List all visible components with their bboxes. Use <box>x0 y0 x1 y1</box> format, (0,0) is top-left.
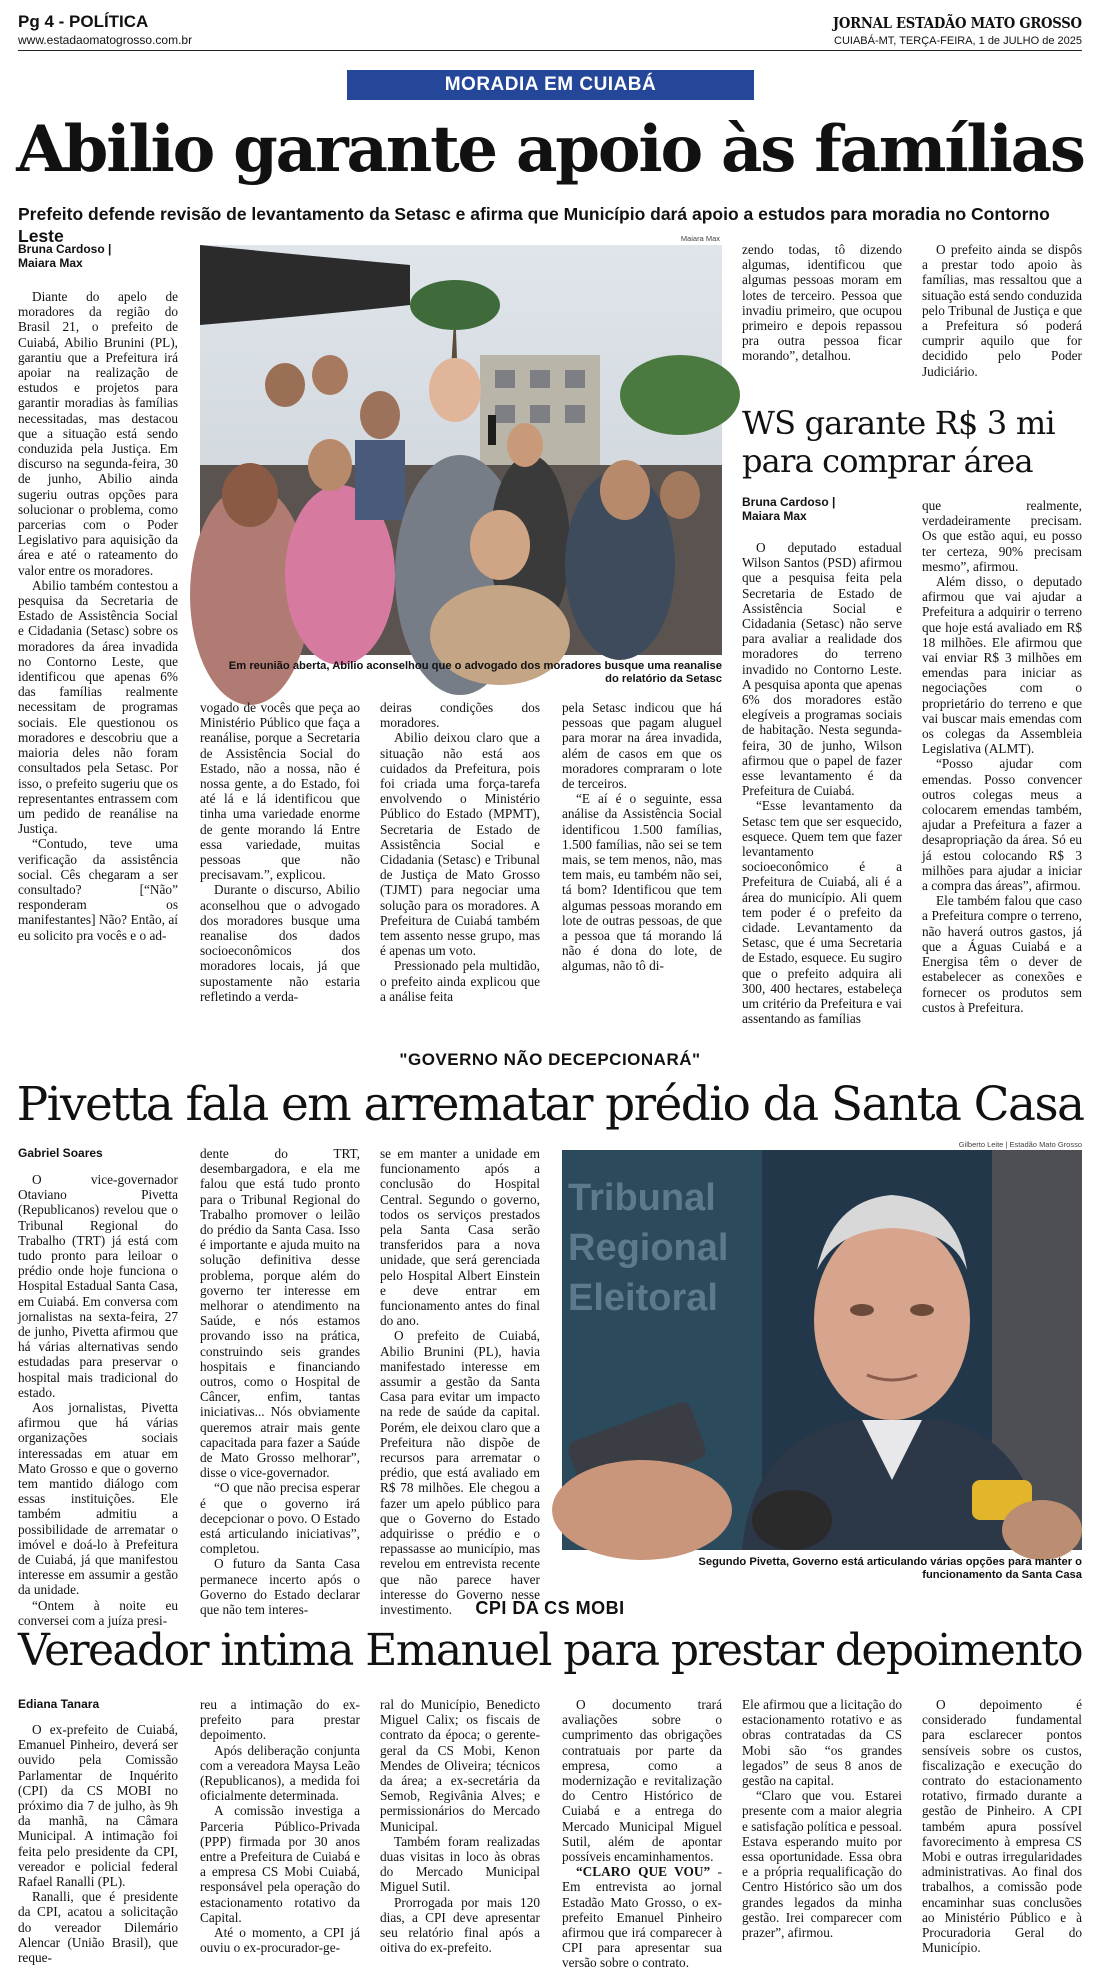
headline-ws: WS garante R$ 3 mi para comprar área <box>742 404 1055 480</box>
paragraph: Pressionado pela multidão, o prefeito ainda explicou que a análise feita <box>380 958 540 1004</box>
paragraph: deiras condições dos moradores. <box>380 700 540 731</box>
photo-bg-text: Eleitoral <box>568 1277 718 1319</box>
headline-abilio: Abilio garante apoio às famílias <box>16 112 1084 187</box>
byline-line: Maiara Max <box>742 509 807 523</box>
byline-ws <box>742 495 902 523</box>
photo-bg-text: Tribunal <box>568 1177 716 1219</box>
newspaper-name: JORNAL ESTADÃO MATO GROSSO <box>833 14 1082 32</box>
paragraph: O deputado estadual Wilson Santos (PSD) afirmou que a pesquisa feita pela Secretaria de Estado de Assistência Social e Cidadania (Setasc) não serve para avaliar a realidade dos moradores do terreno invadido no Contorno Leste. A pesquisa aponta que apenas 6% dos moradores estão elegíveis a programas sociais de habitação. Nesta segunda-feira, 30 de junho, Wilson afirmou que o papel de fazer esse levantamento é da Prefeitura de Cuiabá. <box>742 540 902 799</box>
story1-col2 <box>200 700 360 1080</box>
paragraph: O prefeito ainda se dispôs a prestar todo apoio às famílias, mas ressaltou que a situação está sendo conduzida pelo Tribunal de Justiça e que a Prefeitura só poderá cumprir aquilo que for decidido pelo Poder Judiciário. <box>922 242 1082 379</box>
paragraph: Abilio também contestou a pesquisa da Secretaria de Estado de Assistência Social e Cidadania (Setasc) sobre os moradores da área invadida no Contorno Leste, que identificou que apenas 6% das famílias realmente necessitam de programas sociais. Ele questionou os moradores e descobriu que a maioria deles não foram consultados pela Setasc. Por isso, o prefeito sugeriu que os representantes entrassem com um pedido de reanálise na Justiça. <box>18 577 178 837</box>
paragraph: O ex-prefeito de Cuiabá, Emanuel Pinheiro, deverá ser ouvido pela Comissão Parlamentar de Inquérito (CPI) da CS MOBI no próximo dia 7 de julho, às 9h da manhã, na Câmara Municipal. A intimação foi feita pelo presidente da CPI, vereador e policial federal Rafael Ranalli (PL). <box>18 1722 178 1890</box>
paragraph: pela Setasc indicou que há pessoas que pagam aluguel para morar na área invadida, além de casos em que os moradores compraram o lote de terceiros. <box>562 700 722 792</box>
paragraph: se em manter a unidade em funcionamento após a conclusão do Hospital Central. Segundo o governo, todos os serviços prestados pela Santa Casa serão transferidos para a nova unidade, que será gerenciada pelo Hospital Albert Einstein e deve entrar em funcionamento antes do final do ano. <box>380 1146 540 1329</box>
paragraph: Prorrogada por mais 120 dias, a CPI deve apresentar seu relatório final após a oitiva do ex-prefeito. <box>380 1894 540 1956</box>
story4-col6 <box>922 1697 1082 1967</box>
paragraph: “Posso ajudar com emendas. Posso convencer outros colegas meus a colocarem emendas também, ajudar a Prefeitura a fazer a desapropriação da área. Só eu já estou colocando R$ 3 milhões para ajudar a iniciar a compra das áreas”, afirmou. <box>922 756 1082 894</box>
paragraph: Além disso, o deputado afirmou que vai ajudar a Prefeitura a adquirir o terreno que hoje está avaliado em R$ 18 milhões. Ele afirmou que vai enviar R$ 3 milhões em emendas para iniciar as negociações com o proprietário do terreno e que vai buscar mais emendas com os colegas da Assembleia Legislativa (ALMT). <box>922 574 1082 757</box>
story1-col5 <box>742 242 902 392</box>
paragraph: “Ontem à noite eu conversei com a juíza presi- <box>18 1597 178 1628</box>
subhead-claro-que-vou: “CLARO QUE VOU” <box>576 1864 711 1880</box>
paragraph: Ele afirmou que a licitação do estacionamento rotativo e as obras contratadas da CS Mobi são “os grandes legados” de seus 8 anos de gestão na capital. <box>742 1697 902 1789</box>
story3-col1 <box>18 1172 178 1628</box>
story4-col1 <box>18 1722 178 1967</box>
paragraph: O depoimento é considerado fundamental para esclarecer pontos sensíveis sobre os custos, fiscalização e execução do contrato do estacionamento rotativo, firmado durante a gestão de Pinheiro. A CPI também apura possível favorecimento à empresa CS Mobi e outras irregularidades administrativas. Ao final dos trabalhos, a comissão pode encaminhar suas conclusões ao Ministério Público e à Procuradoria Geral do Município. <box>922 1697 1082 1956</box>
kicker-cpi: CPI DA CS MOBI <box>475 1598 625 1618</box>
paragraph: A comissão investiga a Parceria Público-Privada (PPP) firmada por 30 anos entre a Prefeitura de Cuiabá e a empresa CS Mobi Cuiabá, responsável pela operação do estacionamento rotativo da Capital. <box>200 1803 360 1925</box>
header-rule <box>18 50 1082 51</box>
story3-col3 <box>380 1146 540 1618</box>
photo-credit-pivetta: Gilberto Leite | Estadão Mato Grosso <box>958 1140 1082 1149</box>
paragraph: “O que não precisa esperar é que o governo irá decepcionar o povo. O Estado está articulando iniciativas”, completou. <box>200 1480 360 1557</box>
paragraph: Ranalli, que é presidente da CPI, acatou a solicitação do vereador Dilemário Alencar (União Brasil), que reque- <box>18 1889 178 1966</box>
paragraph: que realmente, verdadeiramente precisam. Os que estão aqui, eu posso ter certeza, 90% precisam mesmo”, afirmou. <box>922 498 1082 574</box>
story1-col1 <box>18 289 178 1079</box>
story4-col4 <box>562 1697 722 1971</box>
story4-col2 <box>200 1697 360 1967</box>
deck-abilio: Prefeito defende revisão de levantamento da Setasc e afirma que Município dará apoio a estudos para moradia no Contorno Leste <box>18 204 1050 246</box>
byline-pivetta: Gabriel Soares <box>18 1146 103 1160</box>
paragraph: O documento trará avaliações sobre o cumprimento das obrigações contratuais por parte da empresa, como a modernização e revitalização do Centro Histórico de Cuiabá e a entrega do Mercado Municipal Miguel Sutil, além de apontar possíveis encaminhamentos. <box>562 1697 722 1865</box>
story2-col2 <box>922 498 1082 1080</box>
caption-pivetta: Segundo Pivetta, Governo está articulando várias opções para manter o funcionamento da Santa Casa <box>698 1556 1082 1581</box>
paragraph: Diante do apelo de moradores da região do Brasil 21, o prefeito de Cuiabá, Abilio Brunini (PL), garantiu que a Prefeitura irá apoiar na realização de estudos e projetos para garantir moradias às famílias necessitadas, mas destacou que a situação está sendo conduzida pela Justiça. Em discurso na segunda-feira, 30 de junho, Abilio ainda sugeriu outras opções para solucionar o problema, como parcerias com o Poder Legislativo para aquisição da área e até o rateamento do valor entre os moradores. <box>18 289 178 578</box>
photo-abilio-crowd <box>200 245 722 655</box>
story1-col4 <box>562 700 722 1080</box>
microphone-icon <box>488 415 496 445</box>
paragraph: Também foram realizadas duas visitas in loco às obras do Mercado Municipal Miguel Sutil. <box>380 1833 540 1895</box>
kicker-moradia: MORADIA EM CUIABÁ <box>347 70 754 100</box>
paragraph: O prefeito de Cuiabá, Abilio Brunini (PL), havia manifestado interesse em assumir a gestão da Santa Casa para evitar um impacto na rede de saúde da capital. Porém, ele deixou claro que a Prefeitura não dispõe de recursos para arrematar o prédio, que está avaliado em R$ 78 milhões. Ele chegou a fazer um apelo público para que o Governo do Estado adquirisse o prédio e o repassasse ao município, mas revelou em entrevista recente que não parece haver interesse do Governo nesse investimento. <box>380 1328 540 1618</box>
story2-col1 <box>742 540 902 1080</box>
paragraph: vogado de vocês que peça ao Ministério Público que faça a reanálise, porque a Secretaria de Assistência Social do Estado, não a nossa, não é nossa gente, a do Estado, foi até lá e lá identificou que tinha uma variedade enorme de gente morando lá Entre essa variedade, muitas pessoas que não precisavam.”, explicou. <box>200 700 360 883</box>
byline-abilio <box>18 242 193 270</box>
photo-bg-text: Regional <box>568 1227 729 1269</box>
paragraph: dente do TRT, desembargadora, e ela me falou que está tudo pronto para o Tribunal Regional do Trabalho promover o leilão do prédio da Santa Casa. Isso é importante e ajuda muito na solução definitiva desse problema, porque além do governo ter interesse em melhorar o atendimento na Saúde, e nós estamos provando isso na prática, construindo seis grandes hospitais e financiando outros, como o Hospital de Câncer, enfim, tantas iniciativas... Nós obviamente queremos atrair mais gente capacitada para fazer a Saúde de Mato Grosso melhorar”, disse o vice-governador. <box>200 1146 360 1481</box>
story1-col6 <box>922 242 1082 392</box>
page-section: Pg 4 - POLÍTICA <box>18 12 149 31</box>
story4-col3 <box>380 1697 540 1967</box>
story4-col5 <box>742 1697 902 1967</box>
headline-vereador: Vereador intima Emanuel para prestar depoimento <box>17 1625 1083 1676</box>
paragraph: “E aí é o seguinte, essa análise da Assistência Social identificou 1.500 famílias, 1.500 famílias, não sei se tem mais, se tem menos, não, mas tem mais, eu também não sei, tá bom? Identificou que tem algumas pessoas morando em lote de outras pessoas, de que a pessoa que tá morando lá não é dona do lote, de algumas, não tô di- <box>562 791 722 974</box>
paragraph: Até o momento, a CPI já ouviu o ex-procurador-ge- <box>200 1925 360 1956</box>
paragraph: Ele também falou que caso a Prefeitura compre o terreno, não haverá outros gastos, já que a Águas Cuiabá e a Energisa têm o dever de estabelecer as conexões e fornecer os produtos sem custos à Prefeitura. <box>922 893 1082 1015</box>
dateline: CUIABÁ-MT, TERÇA-FEIRA, 1 de JULHO de 2025 <box>834 35 1082 47</box>
byline-line: Bruna Cardoso | <box>18 242 112 256</box>
story3-col2 <box>200 1146 360 1618</box>
website-url[interactable]: www.estadaomatogrosso.com.br <box>18 33 193 47</box>
paragraph: “Claro que vou. Estarei presente com a maior alegria e satisfação política e pessoal. Estava esperando muito por essa oportunidade. Essa obra e a própria requalificação do Centro Histórico são um dos grandes legados da minha gestão. Irei comparecer com prazer”, afirmou. <box>742 1788 902 1941</box>
kicker-governo: "GOVERNO NÃO DECEPCIONARÁ" <box>399 1050 701 1069</box>
paragraph: Abilio deixou claro que a situação não está aos cuidados da Prefeitura, pois foi criada uma força-tarefa envolvendo o Ministério Público do Estado (MPMT), Secretaria de Estado de Assistência Social e Cidadania (Setasc) e Tribunal de Justiça de Mato Grosso (TJMT) para negociar uma solução para os moradores. A Prefeitura de Cuiabá também tem assento nesse grupo, mas é apenas um voto. <box>380 730 540 959</box>
photo-credit-abilio: Maiara Max <box>680 234 720 243</box>
paragraph: O futuro da Santa Casa permanece incerto após o Governo do Estado declarar que não tem interes- <box>200 1556 360 1618</box>
paragraph: Aos jornalistas, Pivetta afirmou que há várias organizações sociais interessadas em atuar em Mato Grosso e que o governo tem mantido diálogo com essas instituições. Ele também admitiu a possibilidade de arrematar o imóvel e doá-lo à Prefeitura de Cuiabá, já que manifestou interesse em assumir a gestão da unidade. <box>18 1400 178 1598</box>
paragraph: Após deliberação conjunta com a vereadora Maysa Leão (Republicanos), a medida foi oficialmente determinada. <box>200 1742 360 1804</box>
paragraph: zendo todas, tô dizendo algumas, identificou que algumas pessoas moram em lotes de terceiro. Pessoa que invadiu primeiro, que ocupou primeiro e depois repassou pra outra pessoa ficar morando”, detalhou. <box>742 242 902 364</box>
paragraph: Durante o discurso, Abilio aconselhou que o advogado dos moradores busque uma reanalise dos dados socioeconômicos dos moradores locais, já que supostamente não estaria refletindo a verda- <box>200 882 360 1004</box>
byline-line: Maiara Max <box>18 256 83 270</box>
byline-line: Bruna Cardoso | <box>742 495 836 509</box>
paragraph <box>562 1864 722 1970</box>
photo-pivetta <box>562 1150 1082 1550</box>
headline-pivetta: Pivetta fala em arrematar prédio da Santa Casa <box>16 1077 1084 1132</box>
paragraph: ral do Município, Benedicto Miguel Calix; os fiscais de contrato da época; o gerente-geral da CS Mobi, Kenon Mendes de Oliveira; técnicos da área; a ex-secretária da Semob, Regivânia Alves; e permissionários do Mercado Municipal. <box>380 1697 540 1834</box>
caption-abilio: Em reunião aberta, Abilio aconselhou que o advogado dos moradores busque uma reanalise do relatório da Setasc <box>228 660 722 685</box>
paragraph: O vice-governador Otaviano Pivetta (Republicanos) revelou que o Tribunal Regional do Trabalho (TRT) já está com tudo pronto para leiloar o prédio onde hoje funciona o Hospital Estadual Santa Casa, em Cuiabá. Em conversa com jornalistas na sexta-feira, 27 de junho, Pivetta afirmou que há várias alternativas sendo estudadas para preservar o hospital mais tradicional do estado. <box>18 1172 178 1400</box>
paragraph: “Esse levantamento da Setasc tem que ser esquecido, esquece. Quem tem que fazer levantamento socioeconômico é a Prefeitura de Cuiabá, ali é a área do município. Ali quem tem poder é o prefeito da cidade. Levantamento da Setasc, que é uma Secretaria de Estado, esquece. Eu sugiro que o prefeito adquira ali 300, 400 hectares, estabeleça um critério da Prefeitura e vai assentando as famílias <box>742 798 902 1027</box>
paragraph: “Contudo, teve uma verificação da assistência social. Cês chegaram a ser consultado? [“Não” responderam os manifestantes] Não? Então, aí eu solicito pra vocês e o ad- <box>18 836 178 943</box>
paragraph: reu a intimação do ex-prefeito para prestar depoimento. <box>200 1697 360 1743</box>
story1-col3 <box>380 700 540 1080</box>
byline-cpi: Ediana Tanara <box>18 1697 100 1711</box>
paragraph-rest: - Em entrevista ao jornal Estadão Mato Grosso, o ex-prefeito Emanuel Pinheiro afirmou que irá comparecer à CPI para apresentar sua versão sobre o contrato. <box>562 1864 722 1971</box>
